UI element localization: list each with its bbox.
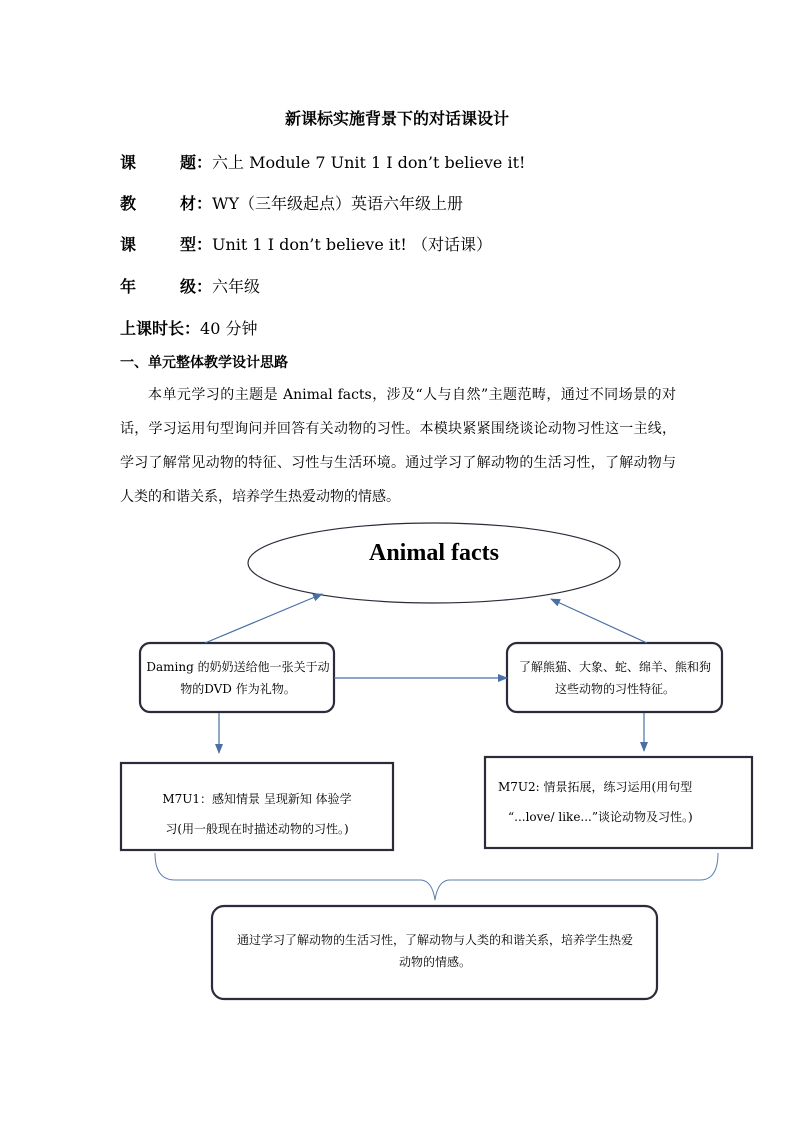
field-duration-value: 40 分钟: [200, 319, 258, 338]
field-type: 课 型： Unit 1 I don’t believe it! （对话课）: [120, 235, 492, 254]
field-duration: 上课时长：40 分钟: [120, 319, 258, 338]
m7u1-box-text: M7U1：感知情景 呈现新知 体验学 习(用一般现在时描述动物的习性。): [162, 792, 352, 836]
field-type-value: Unit 1 I don’t believe it! （对话课）: [212, 235, 492, 254]
section-heading: 一、单元整体教学设计思路: [120, 355, 288, 371]
field-material-value: WY（三年级起点）英语六年级上册: [212, 194, 464, 213]
left-box-text: Daming 的奶奶送给他一张关于动物的DVD 作为礼物。: [146, 660, 330, 696]
brace-connector: [155, 853, 718, 900]
oval-title: Animal facts: [369, 540, 499, 566]
arrow-right-to-oval: [551, 599, 647, 643]
document-title: 新课标实施背景下的对话课设计: [284, 109, 509, 128]
m7u2-box-text: M7U2: 情景拓展，练习运用(用句型 “...love/ like...”谈论动物及习性。): [498, 780, 693, 824]
field-grade: 年 级： 六年级: [120, 277, 261, 296]
bottom-box-text: 通过学习了解动物的生活习性，了解动物与人类的和谐关系，培养学生热爱动物的情感。: [236, 933, 633, 969]
field-topic-value: 六上 Module 7 Unit 1 I don’t believe it!: [212, 153, 526, 172]
right-box-text: 了解熊猫、大象、蛇、绵羊、熊和狗这些动物的习性特征。: [518, 660, 711, 696]
arrow-left-to-oval: [205, 594, 322, 643]
field-grade-value: 六年级: [212, 277, 261, 296]
section-paragraph: 本单元学习的主题是 Animal facts，涉及“人与自然”主题范畴，通过不同场景的对话，学习运用句型询问并回答有关动物的习性。本模块紧紧围绕谈论动物习性这一主线，学习了解常见动物的特征、习性与生活环境。通过学习了解动物的生活习性，了解动物与人类的和谐关系，培养学生热爱动物的情感。: [120, 387, 676, 505]
field-topic: 课 题： 六上 Module 7 Unit 1 I don’t believe it!: [120, 153, 526, 172]
field-material: 教 材： WY（三年级起点）英语六年级上册: [120, 194, 464, 213]
